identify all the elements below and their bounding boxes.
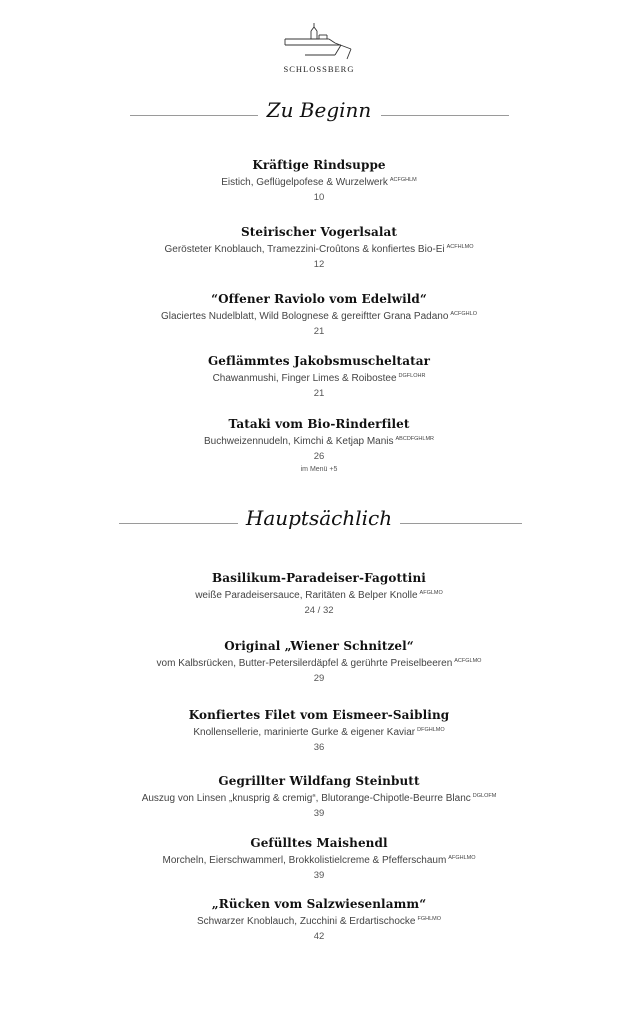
allergen-codes: ACFGHLM xyxy=(389,177,417,183)
dish-name: “Offener Raviolo vom Edelwild“ xyxy=(211,292,427,306)
dish-name: Tataki vom Bio-Rinderfilet xyxy=(228,417,410,431)
dish-description: Gerösteter Knoblauch, Tramezzini-Croûtons & konfiertes Bio-Ei $^{ACFHLMO}$ xyxy=(164,244,474,255)
menu-item xyxy=(0,773,638,821)
dish-description: weiße Paradeisersauce, Raritäten & Belper Knolle $^{AFGLMO}$ xyxy=(195,590,443,601)
dish-name: „Rücken vom Salzwiesenlamm“ xyxy=(211,897,427,911)
allergen-codes: DFGHLMO xyxy=(417,727,445,733)
dish-name: Kräftige Rindsuppe xyxy=(252,158,386,172)
allergen-codes: ACFGLMO xyxy=(454,658,482,664)
dish-name: Gegrillter Wildfang Steinbutt xyxy=(218,774,420,788)
dish-description: vom Kalbsrücken, Butter-Petersilerdäpfel & gerührte Preiselbeeren $^{ACFGLMO}$ xyxy=(156,658,482,669)
allergen-codes: AFGLMO xyxy=(419,590,443,596)
menu-item xyxy=(0,353,638,401)
dish-name: Gefülltes Maishendl xyxy=(250,836,388,850)
allergen-codes: ACFHLMO xyxy=(446,244,474,250)
dish-price: 12 xyxy=(313,259,325,270)
heading-rule-right xyxy=(381,115,509,116)
dish-description: Buchweizennudeln, Kimchi & Ketjap Manis $^{ABCDFGHLMR}$ xyxy=(203,436,435,447)
dish-name: Original „Wiener Schnitzel“ xyxy=(224,639,414,653)
section-heading-hauptsaechlich: Hauptsächlich xyxy=(245,506,393,530)
menu-item xyxy=(0,707,638,755)
dish-description: Glaciertes Nudelblatt, Wild Bolognese & gereiftter Grana Padano $^{ACFGHLO}$ xyxy=(161,311,477,322)
dish-price: 29 xyxy=(313,673,325,684)
menu-surcharge-note: im Menü +5 xyxy=(300,466,338,473)
menu-item xyxy=(0,224,638,272)
allergen-codes: DGLOFM xyxy=(472,793,497,799)
dish-price: 21 xyxy=(313,326,325,337)
dish-description: Auszug von Linsen „knusprig & cremig“, Blutorange-Chipotle-Beurre Blanc $^{DGLOFM}$ xyxy=(141,793,497,804)
allergen-codes: FGHLMO xyxy=(417,916,441,922)
allergen-codes: AFGHLMO xyxy=(448,855,476,861)
dish-price: 10 xyxy=(313,192,325,203)
dish-name: Konfiertes Filet vom Eismeer-Saibling xyxy=(188,708,450,722)
dish-description: Eistich, Geflügelpofese & Wurzelwerk $^{ACFGHLM}$ xyxy=(221,177,417,188)
dish-description: Chawanmushi, Finger Limes & Roibostee $^{DGFLOHR}$ xyxy=(212,373,426,384)
allergen-codes: ABCDFGHLMR xyxy=(395,436,435,442)
dish-price: 42 xyxy=(313,931,325,942)
menu-item xyxy=(0,157,638,205)
menu-item xyxy=(0,416,638,475)
dish-price: 21 xyxy=(313,388,325,399)
dish-price: 39 xyxy=(313,870,325,881)
menu-item xyxy=(0,570,638,618)
menu-item xyxy=(0,291,638,339)
dish-price: 26 xyxy=(313,451,325,462)
dish-price: 24 / 32 xyxy=(304,605,334,616)
dish-name: Geflämmtes Jakobsmuscheltatar xyxy=(207,354,431,368)
dish-price: 36 xyxy=(313,742,325,753)
dish-price: 39 xyxy=(313,808,325,819)
dish-description: Knollensellerie, marinierte Gurke & eigener Kaviar $^{DFGHLMO}$ xyxy=(193,727,445,738)
allergen-codes: DGFLOHR xyxy=(398,373,426,379)
dish-description: Morcheln, Eierschwammerl, Brokkolistielcreme & Pfefferschaum $^{AFGHLMO}$ xyxy=(162,855,476,866)
menu-item xyxy=(0,638,638,686)
dish-description: Schwarzer Knoblauch, Zucchini & Erdartischocke $^{FGHLMO}$ xyxy=(197,916,441,927)
heading-rule-right xyxy=(400,523,522,524)
dish-name: Basilikum-Paradeiser-Fagottini xyxy=(212,571,426,585)
menu-item xyxy=(0,835,638,883)
menu-item xyxy=(0,896,638,944)
section-heading-zu-beginn: Zu Beginn xyxy=(266,98,372,122)
castle-logo-icon xyxy=(0,22,638,62)
allergen-codes: ACFGHLO xyxy=(450,311,477,317)
brand-name: SCHLOSSBERG xyxy=(283,64,355,74)
dish-name: Steirischer Vogerlsalat xyxy=(240,225,398,239)
